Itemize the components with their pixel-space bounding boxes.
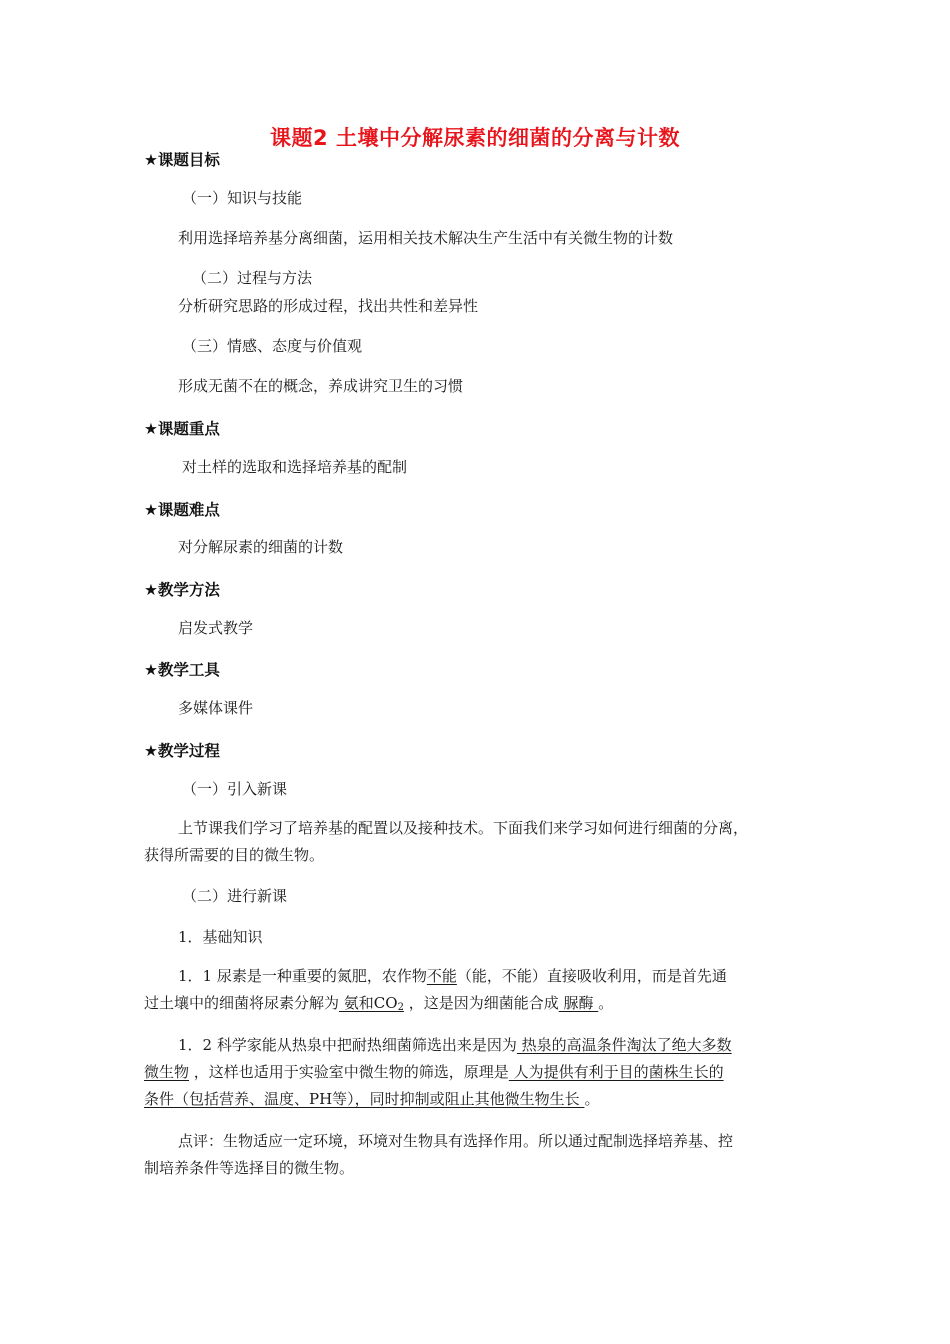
tools-text: 多媒体课件 — [178, 699, 254, 717]
basics-title: 1．基础知识 — [178, 928, 263, 946]
p12-line-1: 1．2 科学家能从热泉中把耐热细菌筛选出来是因为 热泉的高温条件淘汰了绝大多数 — [178, 1036, 732, 1054]
key-points-text: 对土样的选取和选择培养基的配制 — [182, 458, 408, 476]
comment-line-1: 点评：生物适应一定环境，环境对生物具有选择作用。所以通过配制选择培养基、控 — [178, 1132, 734, 1150]
p11-line-1: 1．1 尿素是一种重要的氮肥，农作物不能（能，不能）直接吸收利用，而是首先通 — [178, 967, 727, 985]
section-heading-goals: ★课题目标 — [144, 151, 220, 169]
paragraph-1-2 — [144, 1032, 804, 1113]
section-heading-key-points: ★课题重点 — [144, 420, 220, 438]
p11-line-2: 过土壤中的细菌将尿素分解为 氨和$CO_2$ ，这是因为细菌能合成 脲酶 。 — [144, 994, 614, 1013]
attitude-text: 形成无菌不在的概念，养成讲究卫生的习惯 — [178, 377, 464, 395]
page-title: 课题2 土壤中分解尿素的细菌的分离与计数 — [270, 126, 680, 150]
intro-line-2: 获得所需要的目的微生物。 — [144, 846, 325, 864]
intro-paragraph — [144, 815, 804, 869]
answer-blank-1: 不能 — [426, 967, 457, 985]
section-heading-process: ★教学过程 — [144, 742, 220, 760]
method-text: 启发式教学 — [178, 619, 254, 637]
section-heading-difficulties: ★课题难点 — [144, 501, 220, 519]
paragraph-1-1 — [144, 963, 804, 1021]
knowledge-text: 利用选择培养基分离细菌，运用相关技术解决生产生活中有关微生物的计数 — [178, 229, 674, 247]
section-heading-tools: ★教学工具 — [144, 661, 220, 679]
answer-blank-5a: 人为提供有利于目的菌株生长的 — [508, 1063, 724, 1081]
subsection-new-lesson-title: （二）进行新课 — [182, 887, 288, 905]
subsection-intro-title: （一）引入新课 — [182, 780, 288, 798]
subsection-knowledge-title: （一）知识与技能 — [182, 189, 303, 207]
subsection-attitude-title: （三）情感、态度与价值观 — [182, 337, 363, 355]
p12-line-3: 条件（包括营养、温度、PH等），同时抑制或阻止其他微生物生长 。 — [144, 1090, 600, 1108]
answer-blank-4b: 微生物 — [144, 1063, 190, 1081]
comment-paragraph — [144, 1128, 804, 1182]
answer-blank-5b: 条件（包括营养、温度、PH等），同时抑制或阻止其他微生物生长 — [144, 1090, 585, 1108]
intro-line-1: 上节课我们学习了培养基的配置以及接种技术。下面我们来学习如何进行细菌的分离， — [178, 819, 749, 837]
comment-line-2: 制培养条件等选择目的微生物。 — [144, 1159, 355, 1177]
process-text: 分析研究思路的形成过程，找出共性和差异性 — [178, 297, 479, 315]
answer-blank-2: 氨和$CO_2$ — [339, 994, 404, 1013]
subsection-process-title: （二）过程与方法 — [192, 269, 313, 287]
answer-blank-3: 脲酶 — [558, 994, 599, 1012]
p12-line-2: 微生物 ，这样也适用于实验室中微生物的筛选，原理是 人为提供有利于目的菌株生长的 — [144, 1063, 724, 1081]
section-heading-method: ★教学方法 — [144, 581, 220, 599]
difficulties-text: 对分解尿素的细菌的计数 — [178, 538, 344, 556]
answer-blank-4a: 热泉的高温条件淘汰了绝大多数 — [516, 1036, 732, 1054]
